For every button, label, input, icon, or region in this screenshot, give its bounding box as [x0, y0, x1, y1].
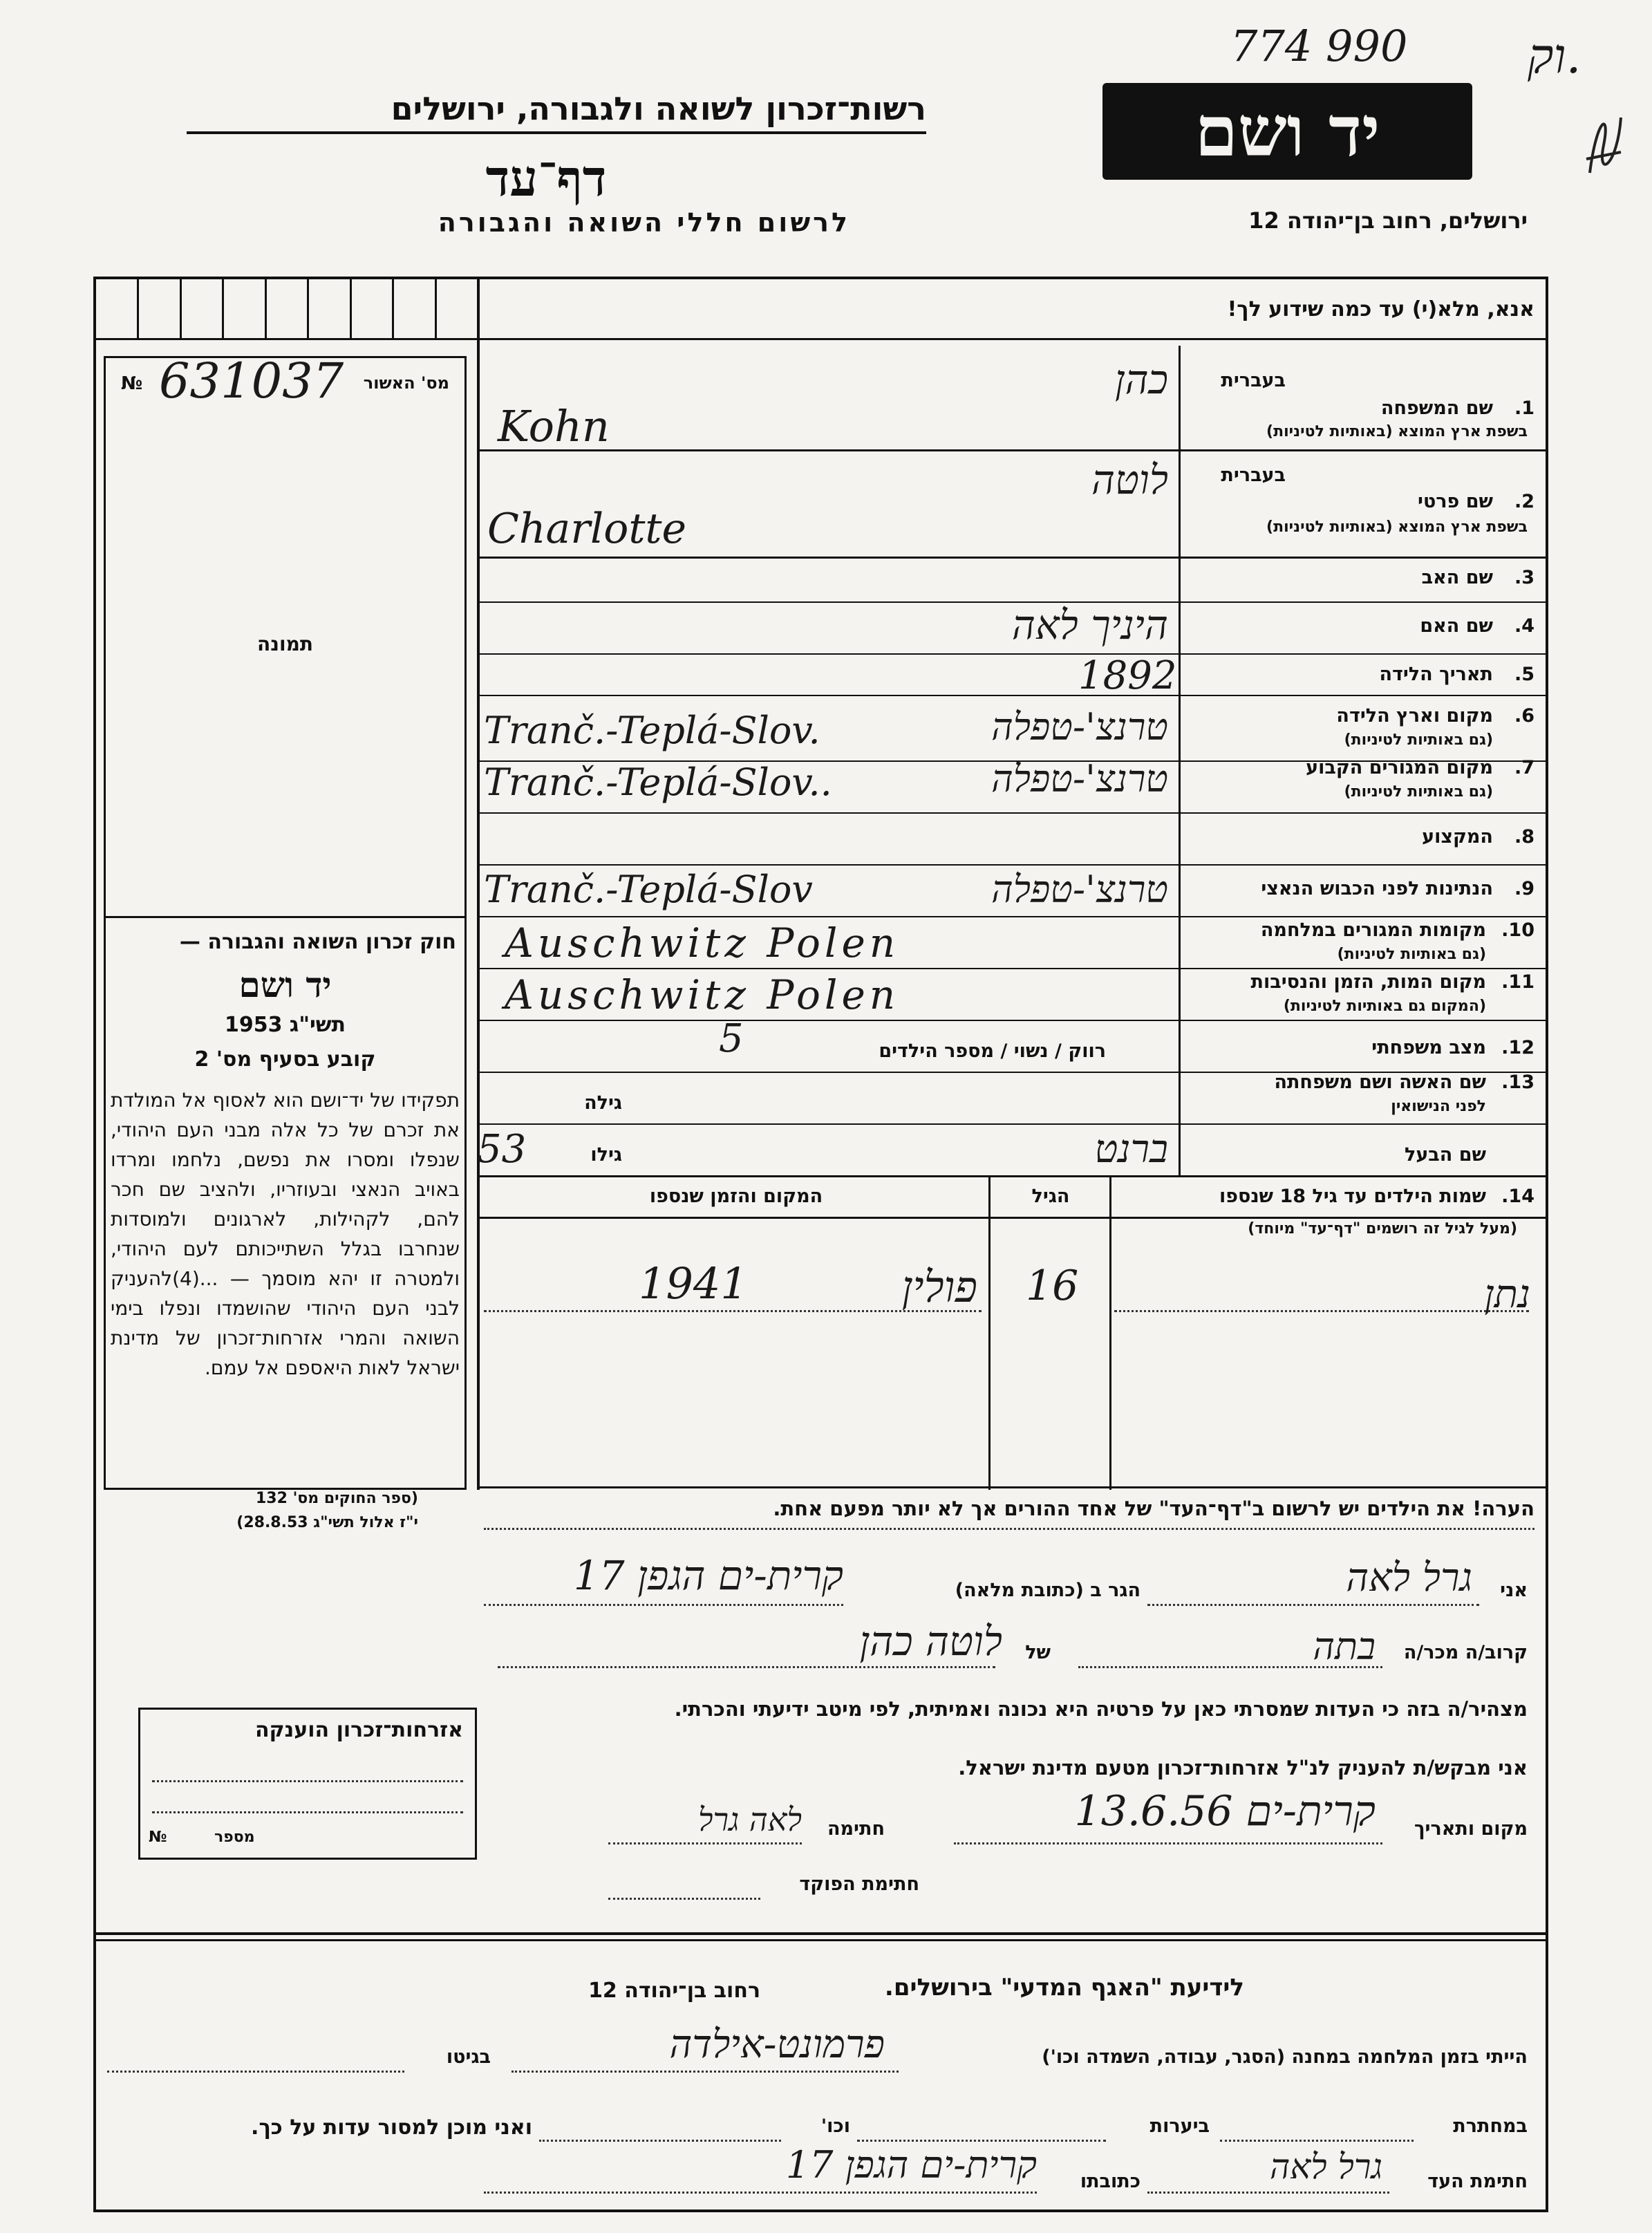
ticks-row: [97, 279, 477, 338]
field-10-label: מקומות המגורים במלחמה: [1260, 919, 1486, 941]
field-5-number: 5.: [1514, 664, 1534, 685]
children-count: 5: [719, 1016, 744, 1061]
place-date: קרית-ים 13.6.56: [1074, 1787, 1376, 1835]
camp-value: פרמונט-אילדה: [669, 2022, 885, 2067]
ready-label: ואני מוכן למסור עדות על כך.: [251, 2115, 532, 2140]
place-date-label: מקום ותאריך: [1414, 1818, 1528, 1840]
children-number: 14.: [1501, 1186, 1534, 1207]
birth-place-hebrew: טרנצ'-טפלה: [991, 705, 1168, 749]
field-4-number: 4.: [1514, 615, 1534, 637]
field-7-number: 7.: [1514, 757, 1534, 778]
law-year: תשי"ג 1953: [224, 1013, 346, 1037]
child-name: נתן: [1484, 1272, 1530, 1317]
nationality-latin: Tranč.-Teplá-Slov: [484, 868, 813, 911]
field-2-number: 2.: [1514, 491, 1534, 512]
field-2-label: שם פרטי: [1418, 491, 1493, 512]
signature-label: חתימה: [827, 1818, 885, 1840]
citizenship-label: אזרחות־זכרון הוענקה: [254, 1718, 463, 1742]
field-12-label: מצב משפחתי: [1371, 1037, 1486, 1058]
archive-number: 774 990: [1230, 21, 1408, 71]
child-age: 16: [1026, 1262, 1079, 1310]
field-6-label: מקום וארץ הלידה: [1336, 705, 1493, 727]
number-sign: №: [149, 1829, 167, 1846]
witness-address: קרית-ים הגפן 17: [785, 2143, 1037, 2187]
decl-resides-label: הגר ב (כתובת מלאה): [955, 1580, 1141, 1601]
field-3-label: שם האב: [1421, 567, 1493, 588]
field-11-label: מקום המות, הזמן והנסיבות: [1250, 971, 1486, 993]
field-1-number: 1.: [1514, 398, 1534, 419]
field-7-label: מקום המגורים הקבוע: [1306, 757, 1493, 778]
field-10-number: 10.: [1501, 919, 1534, 941]
initials-scribble-icon: [1583, 104, 1624, 180]
address-label: כתובתו: [1080, 2171, 1141, 2192]
field-11-number: 11.: [1501, 971, 1534, 993]
wife-age-label: גילה: [584, 1092, 622, 1114]
hiding-label: במחתרת: [1453, 2115, 1528, 2137]
bottom-address: רחוב בן־יהודה 12: [588, 1979, 760, 2003]
field-7-sub: (גם באותיות לטיניות): [1344, 783, 1493, 801]
declarant-name: גרל לאה: [1346, 1555, 1472, 1600]
field-5-label: תאריך הלידה: [1379, 664, 1493, 685]
decl-of-name: לוטה כהן: [859, 1618, 1002, 1665]
reg-no-sign: №: [121, 373, 143, 394]
corner-note: וק.: [1528, 28, 1581, 84]
authority-name: רשות־זכרון לשואה ולגבורה, ירושלים: [187, 90, 926, 134]
law-ref-2: י"ז אלול תשי"ג 28.8.53): [236, 1514, 418, 1531]
number-label: מספר: [214, 1829, 255, 1846]
birth-place-latin: Tranč.-Teplá-Slov.: [484, 709, 820, 752]
husband-name: ברנט: [1094, 1127, 1168, 1172]
witness-signature: גרל לאה: [1269, 2147, 1382, 2187]
instruction: אנא, מלא(י) עד כמה שידוע לך!: [1227, 297, 1534, 321]
forest-label: ביערות: [1149, 2115, 1210, 2137]
mother-name: היניך לאה: [1011, 601, 1168, 648]
decl-of-label: של: [1025, 1642, 1051, 1663]
residence-latin: Tranč.-Teplá-Slov..: [484, 760, 832, 804]
decl-relation: בתה: [1313, 1625, 1376, 1668]
officer-label: חתימת הפוקד: [799, 1874, 919, 1895]
decl-i-label: אני: [1500, 1580, 1528, 1601]
wartime-residence: Auschwitz Polen: [505, 919, 900, 966]
reg-number: 631037: [159, 353, 344, 409]
etc-label: וכו': [820, 2115, 850, 2137]
camp-label: הייתי בזמן המלחמה במחנה (הסגר, עבודה, השמדה וכו'): [1042, 2046, 1528, 2068]
decl-statement: מצהיר/ה בזה כי העדות שמסרתי כאן על פרטיה היא נכונה ואמיתית, לפי מיטב ידיעתי והכרתי.: [674, 1697, 1528, 1721]
field-12-number: 12.: [1501, 1037, 1534, 1058]
yad-vashem-logo: [1102, 83, 1472, 180]
field-1-hebrew-tag: בעברית: [1221, 370, 1286, 391]
field-1-label: שם המשפחה: [1380, 398, 1493, 419]
form-subtitle: לרשום חללי השואה והגבורה: [438, 207, 850, 238]
field-13-number: 13.: [1501, 1072, 1534, 1093]
child-death-year: 1941: [639, 1258, 748, 1309]
field-10-sub: (גם באותיות לטיניות): [1337, 946, 1486, 963]
declarant-address: קרית-ים הגפן 17: [573, 1552, 843, 1599]
field-8-number: 8.: [1514, 826, 1534, 848]
note: הערה! את הילדים יש לרשום ב"דף־העד" של אחד ההורים אך לא יותר מפעם אחת.: [773, 1497, 1534, 1520]
field-1-sub: בשפת ארץ המוצא (באותיות לטיניות): [1266, 423, 1528, 440]
field-3-number: 3.: [1514, 567, 1534, 588]
children-place-header: המקום והזמן שנספו: [649, 1186, 823, 1207]
children-age-header: הגיל: [1031, 1186, 1070, 1207]
law-clause: קובע בסעיף מס' 2: [194, 1047, 376, 1072]
form-title: דף־עד: [485, 149, 607, 207]
husband-age: 53: [477, 1127, 527, 1172]
field-2-sub: בשפת ארץ המוצא (באותיות לטיניות): [1266, 518, 1528, 536]
husband-label: שם הבעל: [1404, 1144, 1486, 1166]
field-6-number: 6.: [1514, 705, 1534, 727]
family-name-hebrew: כהן: [1114, 356, 1168, 403]
logo-text: יד ושם: [1194, 91, 1380, 172]
child-death-place: פולין: [901, 1262, 977, 1312]
law-ref-1: (ספר החוקים מס' 132: [255, 1490, 418, 1507]
birth-date: 1892: [1078, 653, 1177, 698]
children-title: שמות הילדים עד גיל 18 שנספו: [1219, 1186, 1486, 1207]
field-9-label: הנתינות לפני הכבוש הנאצי: [1261, 878, 1493, 899]
witness-sig-label: חתימת העד: [1427, 2171, 1528, 2192]
field-4-label: שם האם: [1420, 615, 1493, 637]
field-6-sub: (גם באותיות לטיניות): [1344, 731, 1493, 749]
decl-relative-label: קרוב/ה מכר/ה: [1403, 1642, 1528, 1663]
field-11-sub: (המקום גם באותיות לטיניות): [1283, 998, 1486, 1015]
photo-label: תמונה: [257, 633, 313, 655]
field-9-number: 9.: [1514, 878, 1534, 899]
field-8-label: המקצוע: [1422, 826, 1493, 848]
declarant-signature: לאה גרל: [698, 1801, 802, 1838]
nationality-hebrew: טרנצ'-טפלה: [991, 868, 1168, 911]
marital-options: רווק / נשוי / מספר הילדים: [879, 1040, 1106, 1062]
husband-age-label: גילו: [590, 1144, 622, 1166]
first-name-latin: Charlotte: [487, 505, 687, 553]
reg-label: מס' האשור: [363, 373, 449, 393]
family-name-latin: Kohn: [498, 401, 610, 451]
law-text: תפקידו של יד־ושם הוא לאסוף אל המולדת את זכרם של כל אלה מבני העם היהודי, שנפלו ומסרו את נפשם, נלחמו ומרדו באויב הנאצי ובעוזריו, ולהציב שם חכר להם, לקהילות, לארגונים ולמוסדות שנחרבו בגלל השתייכותם לעם היהודי, ולמטרה זו יהא מוסמך — ...(4)להעניק לבני העם היהודי שהושמדו ונפלו בימי השואה והמרי אזרחות־זכרון של מדינת ישראל לאות היאספם אל עמם.: [111, 1089, 460, 1379]
children-sub: (מעל לגיל זה רושמים "דף־עד" מיוחד): [1248, 1220, 1517, 1237]
death-place: Auschwitz Polen: [505, 971, 900, 1018]
law-title: חוק זכרון השואה והגבורה —: [179, 930, 456, 954]
residence-hebrew: טרנצ'-טפלה: [991, 757, 1168, 801]
first-name-hebrew: לוטה: [1091, 456, 1168, 503]
ghetto-label: בגיטו: [446, 2046, 491, 2068]
bottom-title: לידיעת "האגף המדעי" בירושלים.: [884, 1974, 1244, 2001]
field-13-label: שם האשה ושם משפחתה: [1274, 1072, 1486, 1093]
law-name: יד ושם: [238, 964, 332, 1005]
table-row: [480, 1258, 1548, 1341]
field-13-sub: לפני הנישואין: [1391, 1098, 1486, 1115]
field-2-hebrew-tag: בעברית: [1221, 465, 1286, 486]
decl-request: אני מבקש/ת להעניק לנ"ל אזרחות־זכרון מטעם מדינת ישראל.: [958, 1756, 1528, 1779]
address-header: ירושלים, רחוב בן־יהודה 12: [1248, 207, 1528, 234]
